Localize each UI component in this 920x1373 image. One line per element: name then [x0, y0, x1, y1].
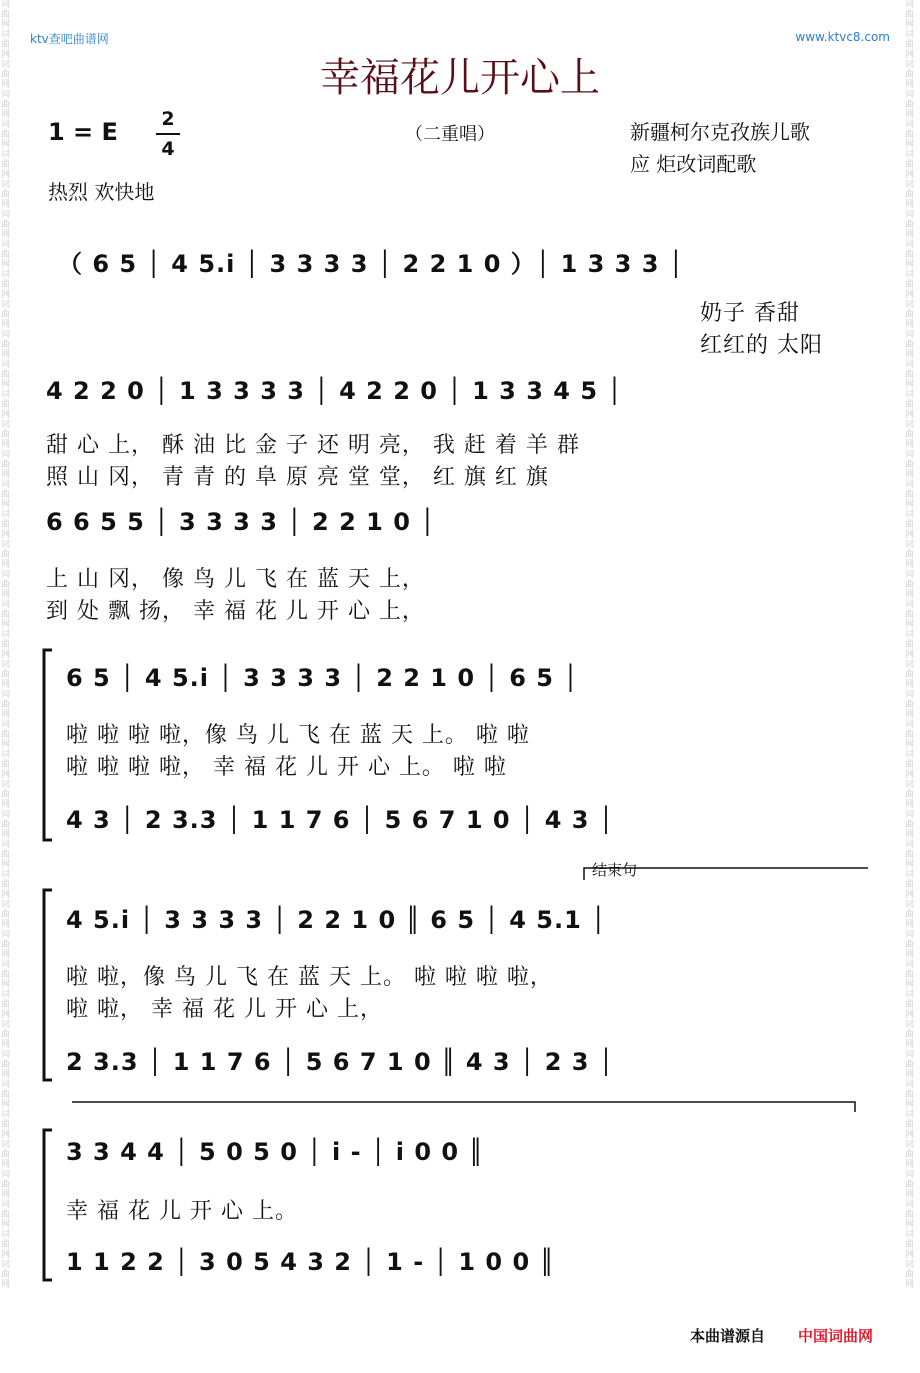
notes-row-4-lower: 4 3 │ 2 3.3 │ 1 1 7 6 │ 5 6 7 1 0 │ 4 3 │: [66, 806, 615, 834]
tempo-marking: 热烈 欢快地: [48, 180, 155, 204]
coda-bracket-line: [72, 1102, 855, 1112]
system-bracket-row-6: [44, 1130, 52, 1280]
part-marking: （二重唱）: [405, 124, 495, 145]
right-watermark-strip: 词曲网词曲网词曲网词曲网词曲网词曲网词曲网词曲网词曲网词曲网词曲网词曲网词曲网词曲网词曲网词曲网词曲网词曲网词曲网词曲网词曲网词曲网词曲网词曲网词曲网词曲网词曲网词曲网词曲网词曲网词曲网词曲网词曲网词曲网词曲网词曲网词曲网词曲网词曲网词曲网词曲网词曲网词曲网: [905, 0, 915, 1290]
notes-row-4-upper: 6 5 │ 4 5.i │ 3 3 3 3 │ 2 2 1 0 │ 6 5 │: [66, 664, 579, 692]
ending-bracket-line: [584, 868, 868, 880]
system-bracket-row-5: [44, 890, 52, 1080]
site-watermark-left: ktv查吧曲谱网: [30, 32, 109, 46]
lyrics-row-2-verse-1: 甜 心 上， 酥 油 比 金 子 还 明 亮， 我 赶 着 羊 群: [46, 433, 580, 458]
notes-row-6-upper: 3 3 4 4 │ 5 0 5 0 │ i - │ i 0 0 ║: [66, 1138, 484, 1166]
system-bracket-row-4: [44, 650, 52, 840]
lyrics-row-4-verse-2: 啦 啦 啦 啦， 幸 福 花 儿 开 心 上。 啦 啦: [66, 755, 507, 780]
lyrics-row-1-verse-2: 红红的 太阳: [700, 333, 823, 358]
lyrics-row-6: 幸 福 花 儿 开 心 上。: [66, 1199, 298, 1224]
lyrics-row-3-verse-2: 到 处 飘 扬， 幸 福 花 儿 开 心 上，: [46, 599, 425, 624]
notes-row-6-lower: 1 1 2 2 │ 3 0 5 4 3 2 │ 1 - │ 1 0 0 ║: [66, 1248, 555, 1276]
ending-label: 结束句: [592, 861, 638, 879]
song-origin: 新疆柯尔克孜族儿歌: [630, 120, 810, 144]
lyrics-row-3-verse-1: 上 山 冈， 像 鸟 儿 飞 在 蓝 天 上，: [46, 567, 425, 592]
notes-row-5-upper: 4 5.i │ 3 3 3 3 │ 2 2 1 0 ║ 6 5 │ 4 5.1 │: [66, 906, 607, 934]
notes-row-5-lower: 2 3.3 │ 1 1 7 6 │ 5 6 7 1 0 ║ 4 3 │ 2 3 │: [66, 1048, 615, 1076]
left-watermark-strip: 词曲网词曲网词曲网词曲网词曲网词曲网词曲网词曲网词曲网词曲网词曲网词曲网词曲网词曲网词曲网词曲网词曲网词曲网词曲网词曲网词曲网词曲网词曲网词曲网词曲网词曲网词曲网词曲网词曲网词曲网词曲网词曲网词曲网词曲网词曲网词曲网词曲网词曲网词曲网词曲网词曲网词曲网词曲网: [1, 0, 11, 1290]
time-signature-bottom: 4: [161, 138, 175, 160]
lyrics-row-5-verse-2: 啦 啦， 幸 福 花 儿 开 心 上，: [66, 997, 383, 1022]
notes-row-3: 6 6 5 5 │ 3 3 3 3 │ 2 2 1 0 │: [46, 508, 436, 536]
notes-row-1: （ 6 5 │ 4 5.i │ 3 3 3 3 │ 2 2 1 0 ）│ 1 3 3 3 │: [58, 250, 685, 278]
lyrics-row-5-verse-1: 啦 啦，像 鸟 儿 飞 在 蓝 天 上。 啦 啦 啦 啦，: [66, 965, 553, 990]
song-credit: 应 炬改词配歌: [630, 152, 757, 176]
key-signature: 1 = E: [48, 118, 118, 146]
time-signature-top: 2: [161, 108, 175, 130]
lyrics-row-1-verse-1: 奶子 香甜: [700, 301, 800, 326]
notes-row-2: 4 2 2 0 │ 1 3 3 3 3 │ 4 2 2 0 │ 1 3 3 4 5 │: [46, 377, 623, 405]
song-title: 幸福花儿开心上: [320, 55, 600, 101]
lyrics-row-2-verse-2: 照 山 冈， 青 青 的 阜 原 亮 堂 堂， 红 旗 红 旗: [46, 465, 549, 490]
site-watermark-right: www.ktvc8.com: [795, 30, 890, 44]
footer-source-label: 本曲谱源自: [690, 1327, 766, 1345]
lyrics-row-4-verse-1: 啦 啦 啦 啦，像 鸟 儿 飞 在 蓝 天 上。 啦 啦: [66, 723, 530, 748]
footer-source-site: 中国词曲网: [798, 1327, 874, 1345]
